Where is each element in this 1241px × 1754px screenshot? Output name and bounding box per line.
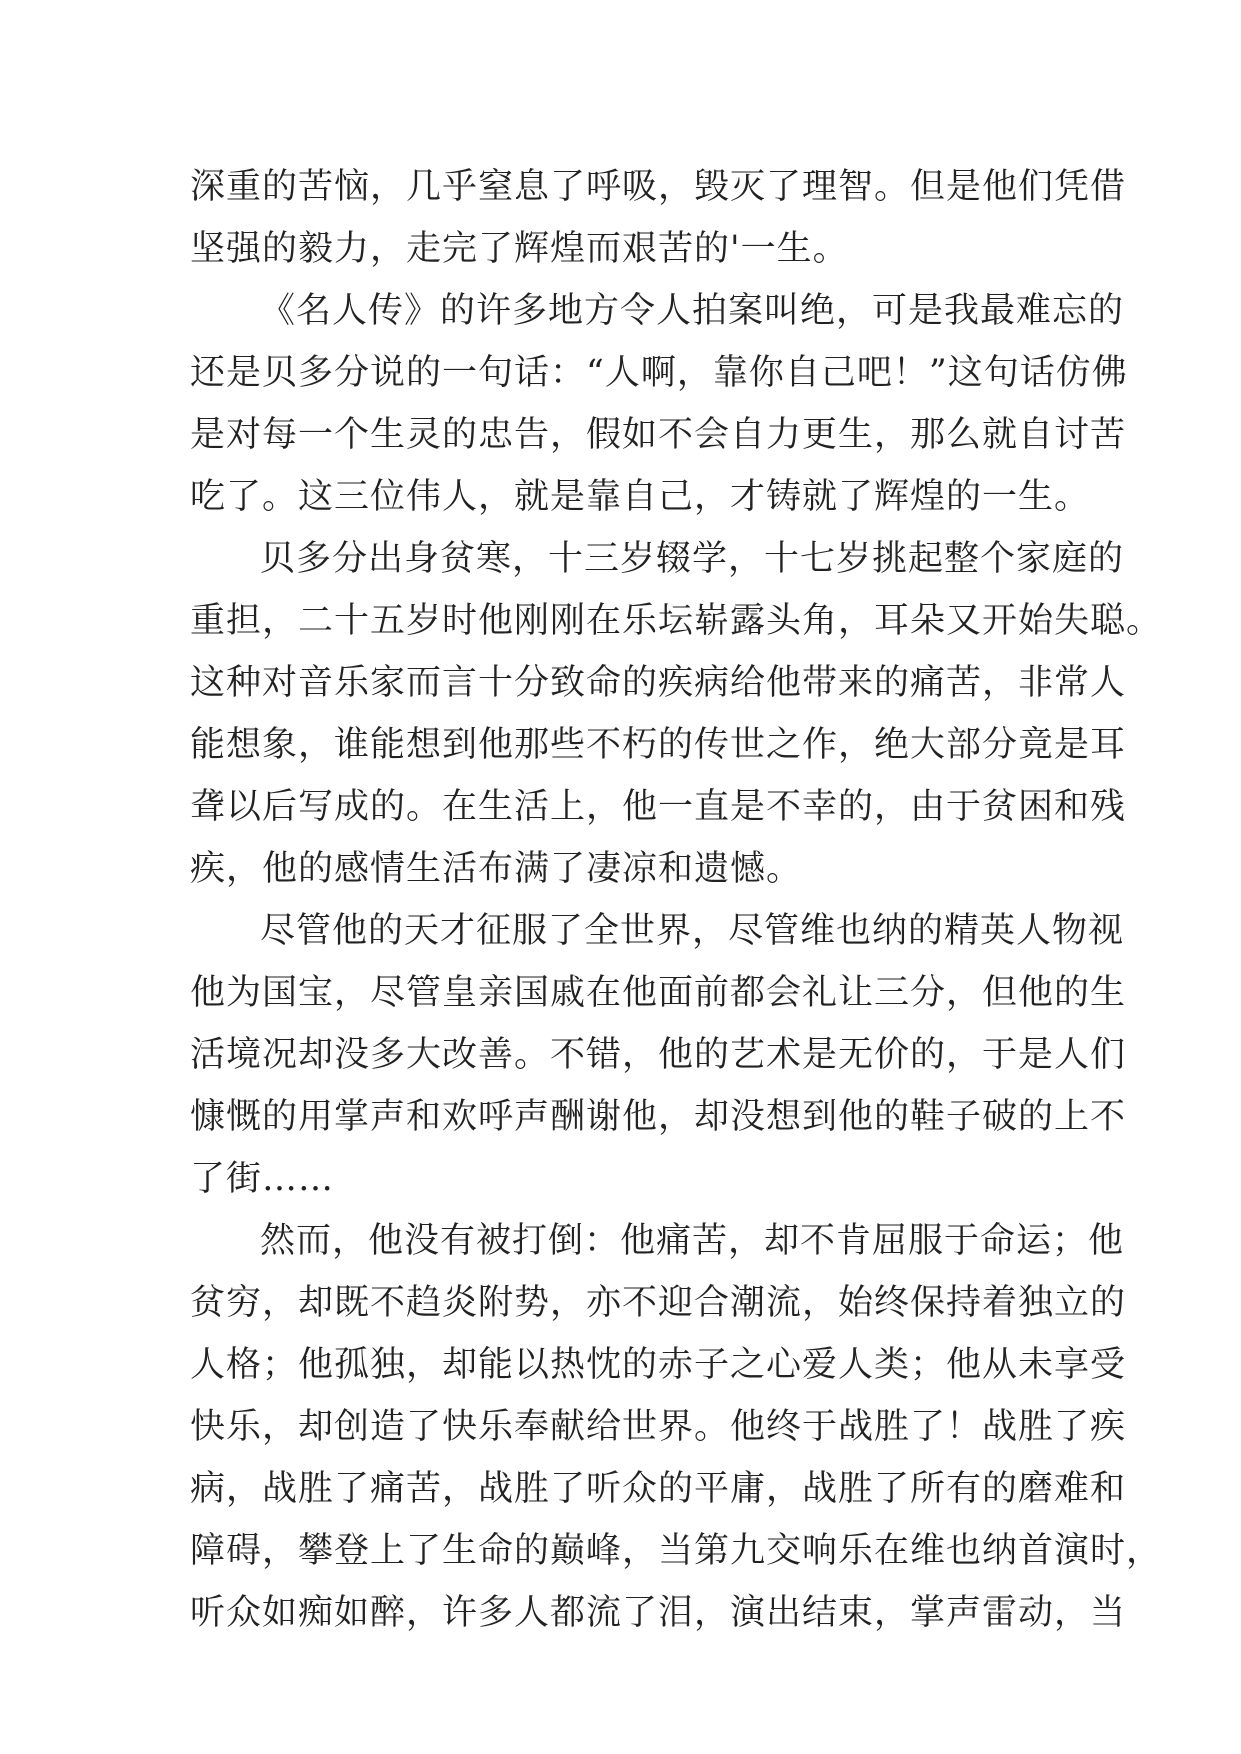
text-line: 他为国宝，尽管皇亲国戚在他面前都会礼让三分，但他的生 (190, 973, 1127, 1013)
text-line: 重担，二十五岁时他刚刚在乐坛崭露头角，耳朵又开始失聪。 (190, 601, 1163, 641)
text-line: 疾，他的感情生活布满了凄凉和遗憾。 (190, 849, 803, 889)
paragraph-first-line: 《名人传》的许多地方令人拍案叫绝，可是我最难忘的 (260, 291, 1125, 331)
text-line: 能想象，谁能想到他那些不朽的传世之作，绝大部分竟是耳 (190, 725, 1127, 765)
text-line: 病，战胜了痛苦，战胜了听众的平庸，战胜了所有的磨难和 (190, 1469, 1127, 1509)
paragraph-first-line: 贝多分出身贫寒，十三岁辍学，十七岁挑起整个家庭的 (260, 539, 1125, 579)
body-text (190, 156, 1163, 1644)
text-line: 是对每一个生灵的忠告，假如不会自力更生，那么就自讨苦 (190, 415, 1127, 455)
text-line: 了街…… (190, 1159, 335, 1199)
text-line: 聋以后写成的。在生活上，他一直是不幸的，由于贫困和残 (190, 787, 1127, 827)
text-line: 人格；他孤独，却能以热忱的赤子之心爱人类；他从未享受 (190, 1345, 1127, 1385)
text-line: 这种对音乐家而言十分致命的疾病给他带来的痛苦，非常人 (190, 663, 1127, 703)
text-line: 快乐，却创造了快乐奉献给世界。他终于战胜了！战胜了疾 (190, 1407, 1127, 1447)
text-line: 活境况却没多大改善。不错，他的艺术是无价的，于是人们 (190, 1035, 1127, 1075)
text-line: 深重的苦恼，几乎窒息了呼吸，毁灭了理智。但是他们凭借 (190, 167, 1127, 207)
paragraph-first-line: 尽管他的天才征服了全世界，尽管维也纳的精英人物视 (260, 911, 1125, 951)
text-line: 障碍，攀登上了生命的巅峰，当第九交响乐在维也纳首演时， (190, 1531, 1163, 1571)
text-line: 贫穷，却既不趋炎附势，亦不迎合潮流，始终保持着独立的 (190, 1283, 1127, 1323)
paragraph-first-line: 然而，他没有被打倒：他痛苦，却不肯屈服于命运；他 (260, 1221, 1125, 1261)
text-line: 听众如痴如醉，许多人都流了泪，演出结束，掌声雷动，当 (190, 1593, 1127, 1633)
text-line: 吃了。这三位伟人，就是靠自己，才铸就了辉煌的一生。 (190, 477, 1091, 517)
text-line: 还是贝多分说的一句话：“人啊，靠你自己吧！”这句话仿佛 (190, 353, 1128, 393)
text-line: 坚强的毅力，走完了辉煌而艰苦的'一生。 (190, 229, 849, 269)
text-line: 慷慨的用掌声和欢呼声酬谢他，却没想到他的鞋子破的上不 (190, 1097, 1127, 1137)
